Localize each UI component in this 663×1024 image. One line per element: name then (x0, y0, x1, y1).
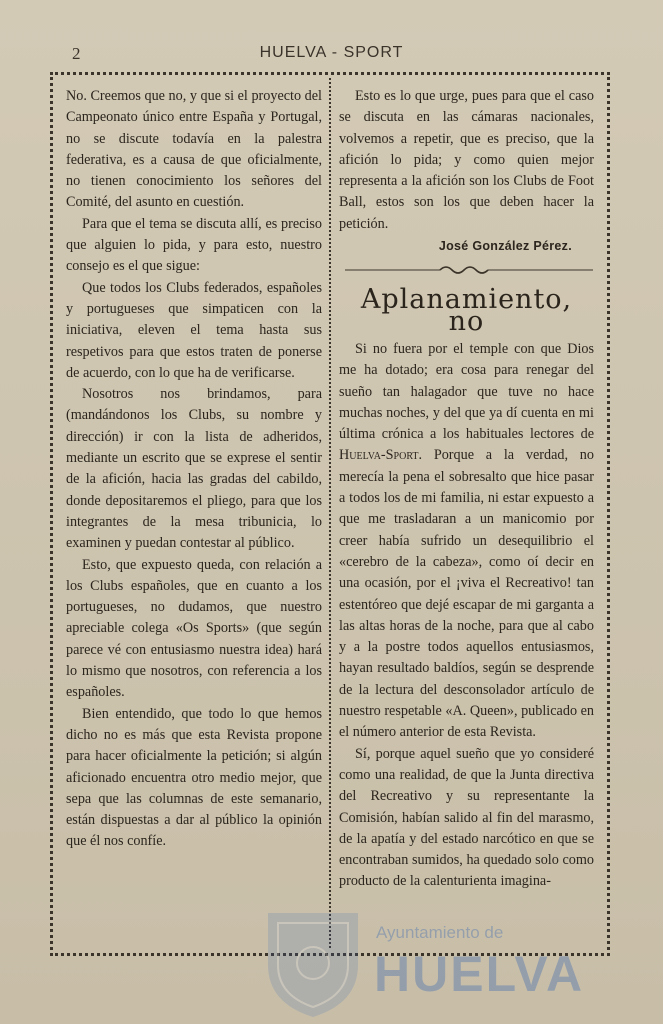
watermark-line2: HUELVA (374, 946, 585, 1002)
column-divider (329, 78, 331, 948)
right-column (339, 86, 594, 893)
left-paragraph: Esto, que expuesto queda, con relación a los Clubs españoles, que en cuanto a los portugueses, no dudamos, que nuestro apreciable colega «Os Sports» (que según parece vé con entusiasmo nuestra idea) hará lo mismo que nosotros, con referencia a los españoles. (66, 556, 322, 701)
publication-name: Huelva-Sport (339, 447, 419, 464)
left-paragraph: No. Creemos que no, y que si el proyecto del Campeonato único entre España y Portugal, no se discute todavía en la palestra federativa, es a causa de que oficialmente, no tienen conocimiento los señores del Comité, del asunto en cuestión. (66, 88, 322, 211)
article-paragraph: Sí, porque aquel sueño que yo consideré como una realidad, de que la Junta directiva del Recreativo y su representante la Comisión, habían salido al fin del marasmo, de la apatía y del estado narcótico en que se encontraban sumidos, ha quedado solo como producto de la calenturienta imagina- (339, 745, 594, 890)
left-paragraph: Nosotros nos brindamos, para (mandándonos los Clubs, su nombre y dirección) ir con la lista de adheridos, mediante un escrito que se exprese el sentir de la afición, hacia las gradas del cabildo, donde depositaremos el pliego, para que los integrantes de la mesa tribunicia, lo examinen y puedan contestar al público. (66, 386, 322, 552)
page-number: 2 (72, 44, 81, 63)
article-paragraph (339, 339, 594, 744)
author-signature: José González Pérez. (438, 239, 572, 254)
left-column (66, 86, 322, 853)
running-title: HUELVA - SPORT (259, 44, 404, 61)
right-intro-paragraph: Esto es lo que urge, pues para que el caso se discuta en las cámaras nacionales, volvemos a repetir, que es preciso, que la afición lo pida; y como quien mejor representa a la afición son los Clubs de Foot Ball, estos son los que deben hacer la petición. (339, 88, 594, 232)
watermark-line1: Ayuntamiento de (376, 923, 504, 942)
article-title: Aplanamiento, no (360, 284, 573, 337)
left-paragraph: Que todos los Clubs federados, españoles y portugueses que simpaticen con la iniciativa, eleven el tema hasta sus respetivos para que estos traten de ponerse de acuerdo, con lo que ha de verificarse. (66, 279, 322, 381)
ornament-rule-icon (345, 263, 593, 277)
page-header (40, 42, 623, 66)
article-text: . Porque a la verdad, no merecía la pena el sobresalto que hice pasar a todos los de mi familia, ni estar expuesto a que me trasladaran a un manicomio por creer había sufrido un desequilibrio el «cerebro de la cabeza», como oí decir en una ocasión, por el ¡viva el Recreativo! tan estentóreo que dejé escapar de mi garganta a las altas horas de la noche, para que al cabo y a la postre todos aquellos entusiasmos, hayan resultado baldíos, según se desprende de la lectura del desconsolador artículo de nuestro respetable «A. Queen», publicado en el número anterior de esta Revista. (339, 447, 594, 741)
left-paragraph: Bien entendido, que todo lo que hemos dicho no es más que esta Revista propone para hacer oficialmente la petición; si algún aficionado encuentra otro medio mejor, que sepa que las columnas de este semanario, están dispuestas a dar al público la opinión que él nos confíe. (66, 705, 322, 850)
article-text: Si no fuera por el temple con que Dios me ha dotado; era cosa para renegar del sueño tan halagador que tuve no hace muchas noches, y del que ya dí cuenta en mi última crónica a los habituales lectores de (339, 340, 594, 443)
left-paragraph: Para que el tema se discuta allí, es preciso que alguien lo pida, y para esto, nuestro consejo es el que sigue: (66, 215, 322, 275)
